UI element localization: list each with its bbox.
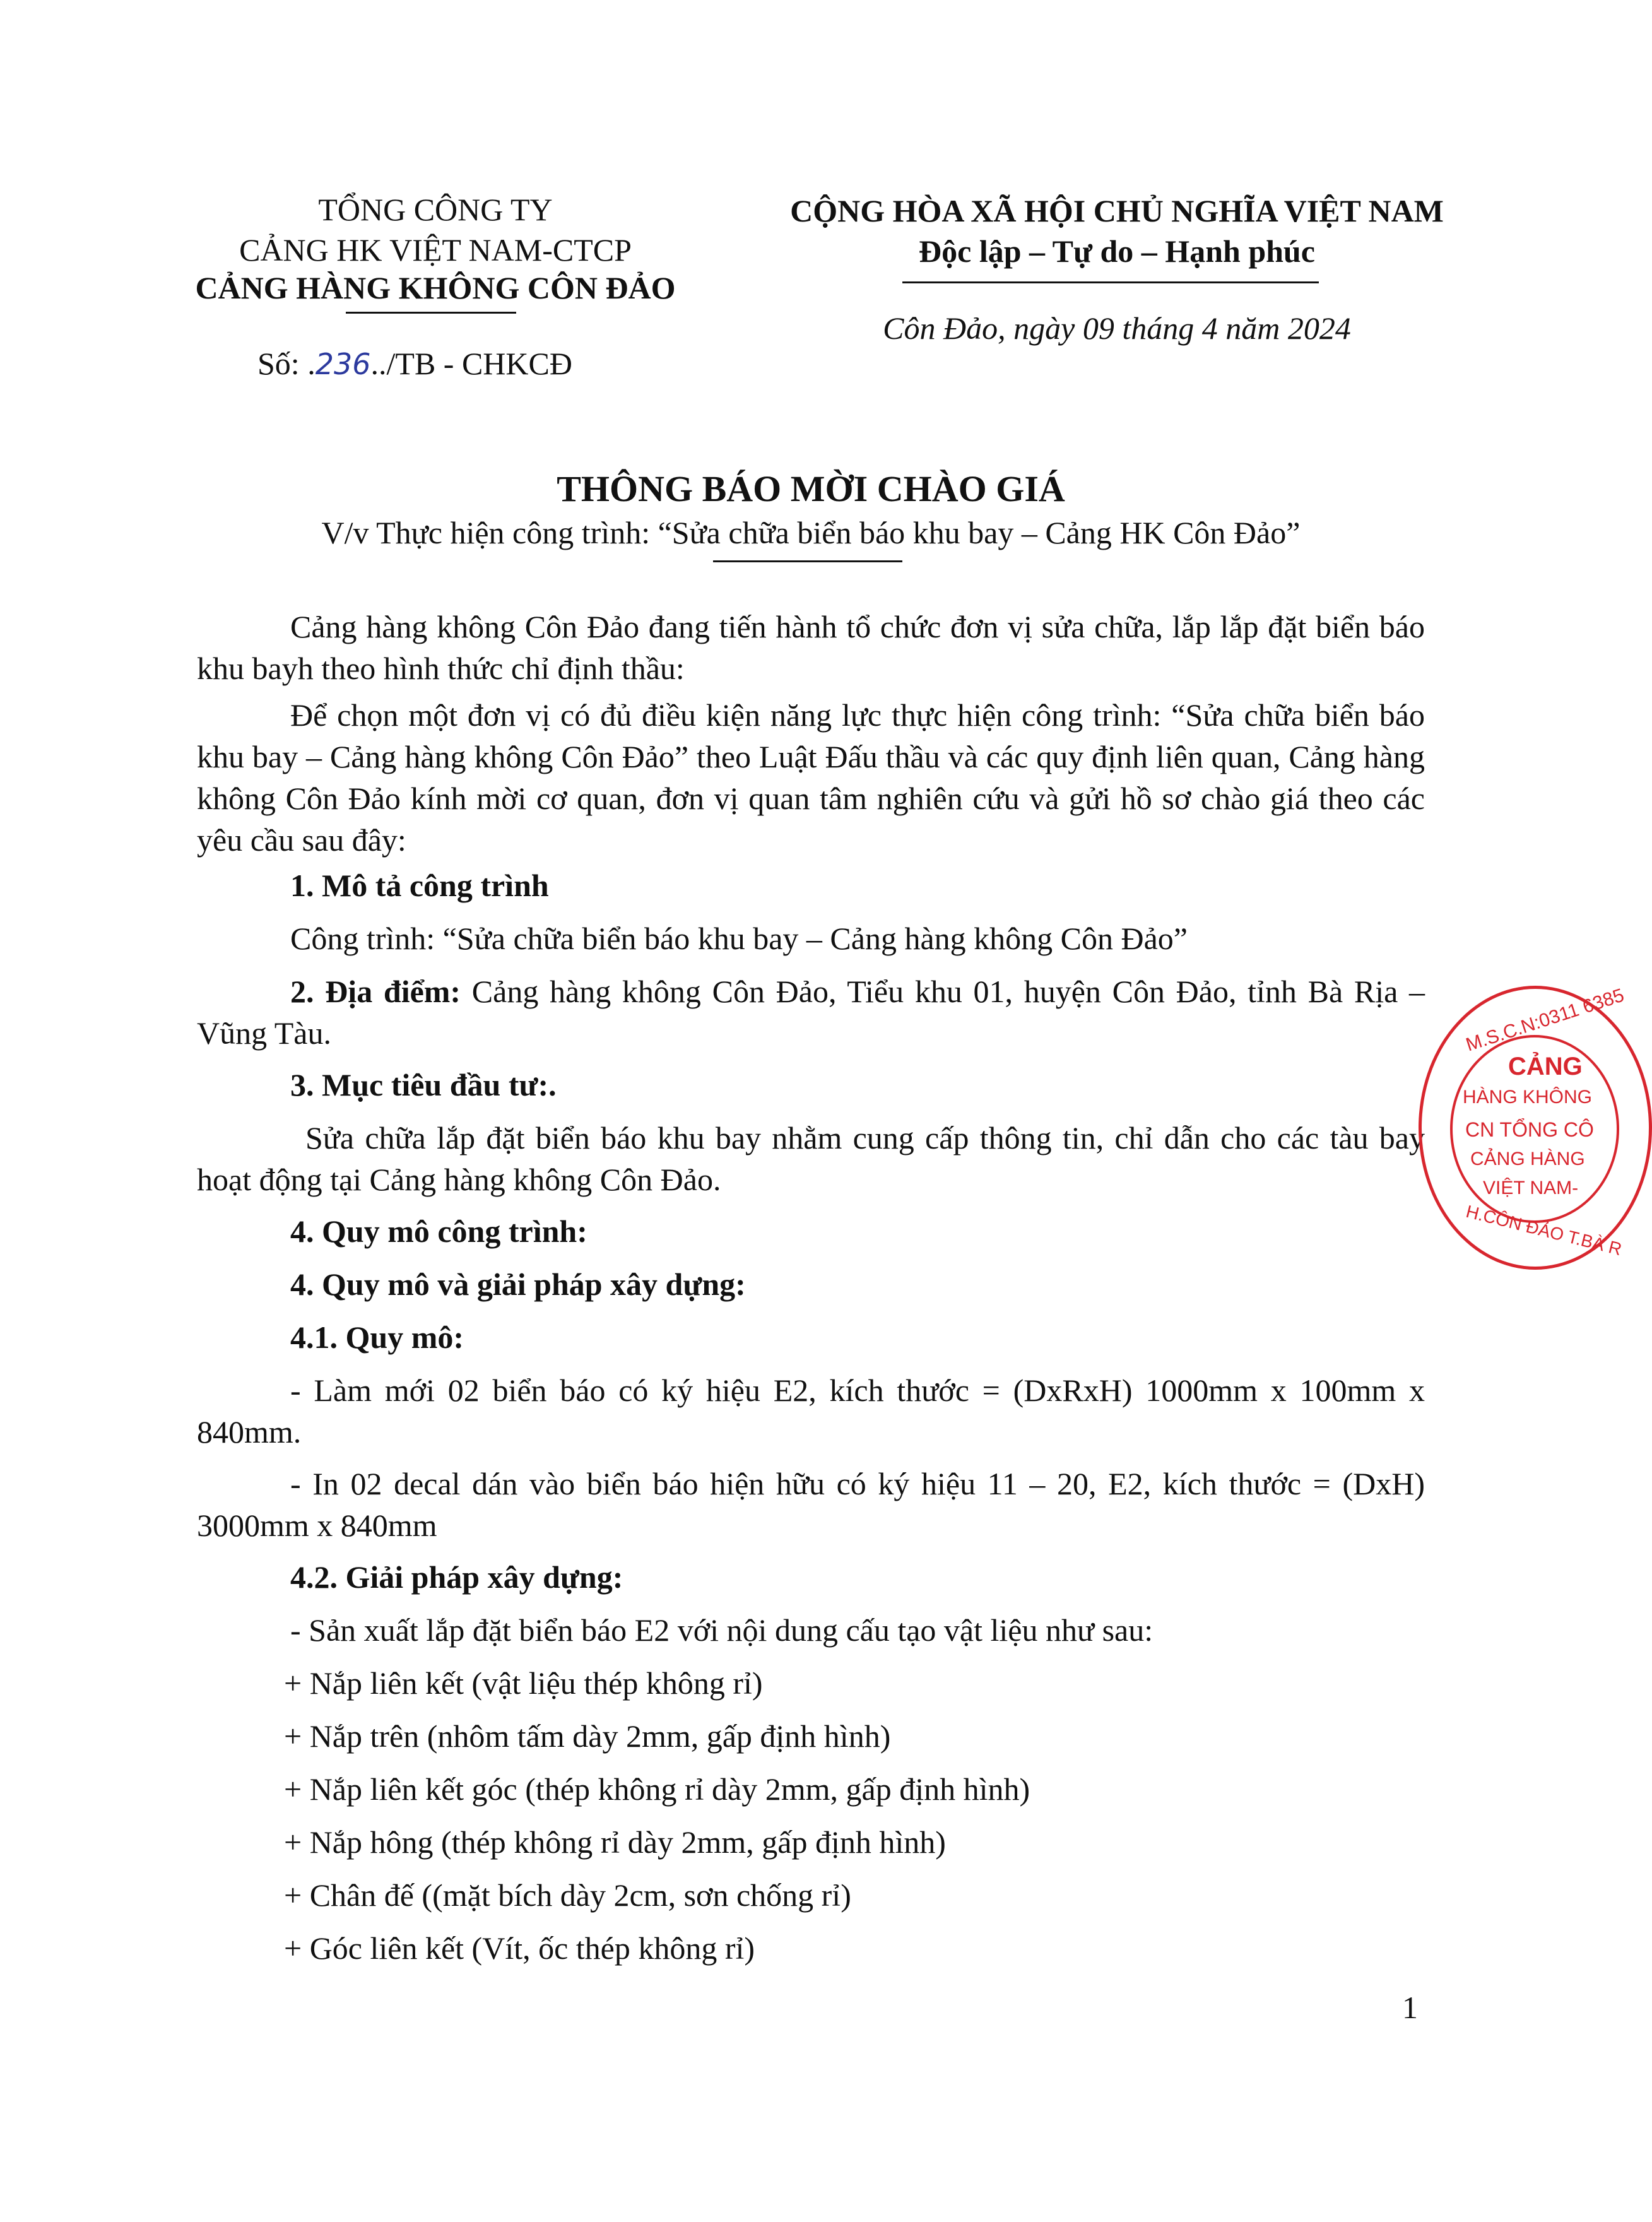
document-title: THÔNG BÁO MỜI CHÀO GIÁ: [557, 468, 1065, 509]
material-item-6: + Góc liên kết (Vít, ốc thép không rỉ): [284, 1930, 755, 1966]
section-4-heading: 4. Quy mô công trình:: [290, 1214, 587, 1249]
motto-underline: [902, 281, 1319, 283]
seal-line-2: HÀNG KHÔNG: [1463, 1087, 1593, 1108]
seal-line-3: CN TỔNG CÔ: [1465, 1118, 1594, 1141]
title-underline: [713, 560, 902, 562]
document-subtitle: V/v Thực hiện công trình: “Sửa chữa biển báo khu bay – Cảng HK Côn Đảo”: [321, 515, 1301, 550]
section-4-2-heading: 4.2. Giải pháp xây dựng:: [290, 1559, 623, 1595]
section-4-heading-alt: 4. Quy mô và giải pháp xây dựng:: [290, 1267, 746, 1302]
material-item-4: + Nắp hông (thép không rỉ dày 2mm, gấp định hình): [284, 1824, 946, 1860]
section-2: [197, 971, 1425, 1054]
agency-corporation: CẢNG HK VIỆT NAM-CTCP: [239, 232, 632, 268]
agency-name: CẢNG HÀNG KHÔNG CÔN ĐẢO: [195, 270, 676, 305]
material-item-2: + Nắp trên (nhôm tấm dày 2mm, gấp định hình): [284, 1718, 891, 1754]
seal-ring-text: M.S.C.N:0311 6385: [1463, 984, 1627, 1056]
agency-underline: [346, 312, 516, 314]
seal-bottom-text: H.CÔN ĐẢO T.BÀ R: [1464, 1201, 1624, 1260]
document-number-prefix: Số: .: [257, 346, 316, 381]
section-3-text: Sửa chữa lắp đặt biển báo khu bay nhằm cung cấp thông tin, chỉ dẫn cho các tàu bay hoạt động tại Cảng hàng không Côn Đảo.: [197, 1120, 1425, 1197]
material-item-1: + Nắp liên kết (vật liệu thép không rỉ): [284, 1665, 763, 1701]
scale-item-1: - Làm mới 02 biển báo có ký hiệu E2, kích thước = (DxRxH) 1000mm x 100mm x 840mm.: [197, 1373, 1425, 1450]
issue-date: Côn Đảo, ngày 09 tháng 4 năm 2024: [883, 310, 1351, 346]
material-item-3: + Nắp liên kết góc (thép không rỉ dày 2mm, gấp định hình): [284, 1771, 1030, 1807]
scale-item-2: - In 02 decal dán vào biển báo hiện hữu có ký hiệu 11 – 20, E2, kích thước = (DxH) 3000mm x 840mm: [197, 1466, 1425, 1543]
page-number: 1: [1402, 1990, 1418, 2025]
document-number: [257, 343, 572, 384]
paragraph-invitation: Để chọn một đơn vị có đủ điều kiện năng lực thực hiện công trình: “Sửa chữa biển báo khu bay – Cảng hàng không Côn Đảo” theo Luật Đấu thầu và các quy định liên quan, Cảng hàng không Côn Đảo kính mời cơ quan, đơn vị quan tâm nghiên cứu và gửi hồ sơ chào giá theo các yêu cầu sau đây:: [197, 697, 1425, 858]
solution-intro: - Sản xuất lắp đặt biển báo E2 với nội dung cấu tạo vật liệu như sau:: [290, 1612, 1153, 1648]
document-number-handwritten: 236: [315, 347, 371, 381]
section-4-1-heading: 4.1. Quy mô:: [290, 1320, 464, 1355]
section-2-heading: 2. Địa điểm:: [290, 974, 461, 1009]
section-2-text: Cảng hàng không Côn Đảo, Tiểu khu 01, huyện Côn Đảo, tỉnh Bà Rịa – Vũng Tàu.: [197, 974, 1425, 1051]
seal-line-1: CẢNG: [1508, 1053, 1583, 1080]
section-3-heading: 3. Mục tiêu đầu tư:.: [290, 1067, 557, 1102]
document-number-suffix: ../TB - CHKCĐ: [370, 346, 572, 381]
seal-line-4: CẢNG HÀNG: [1470, 1149, 1585, 1169]
material-item-5: + Chân đế ((mặt bích dày 2cm, sơn chống rỉ): [284, 1877, 851, 1913]
agency-parent: TỔNG CÔNG TY: [318, 192, 553, 227]
seal-line-5: VIỆT NAM-: [1483, 1178, 1579, 1198]
section-1-heading: 1. Mô tả công trình: [290, 868, 549, 903]
country-name: CỘNG HÒA XÃ HỘI CHỦ NGHĨA VIỆT NAM: [790, 193, 1444, 228]
section-1-text: Công trình: “Sửa chữa biển báo khu bay – Cảng hàng không Côn Đảo”: [290, 921, 1188, 956]
paragraph-intro: Cảng hàng không Côn Đảo đang tiến hành tổ chức đơn vị sửa chữa, lắp lắp đặt biển báo khu bayh theo hình thức chỉ định thầu:: [197, 609, 1425, 686]
national-motto: Độc lập – Tự do – Hạnh phúc: [919, 233, 1315, 269]
